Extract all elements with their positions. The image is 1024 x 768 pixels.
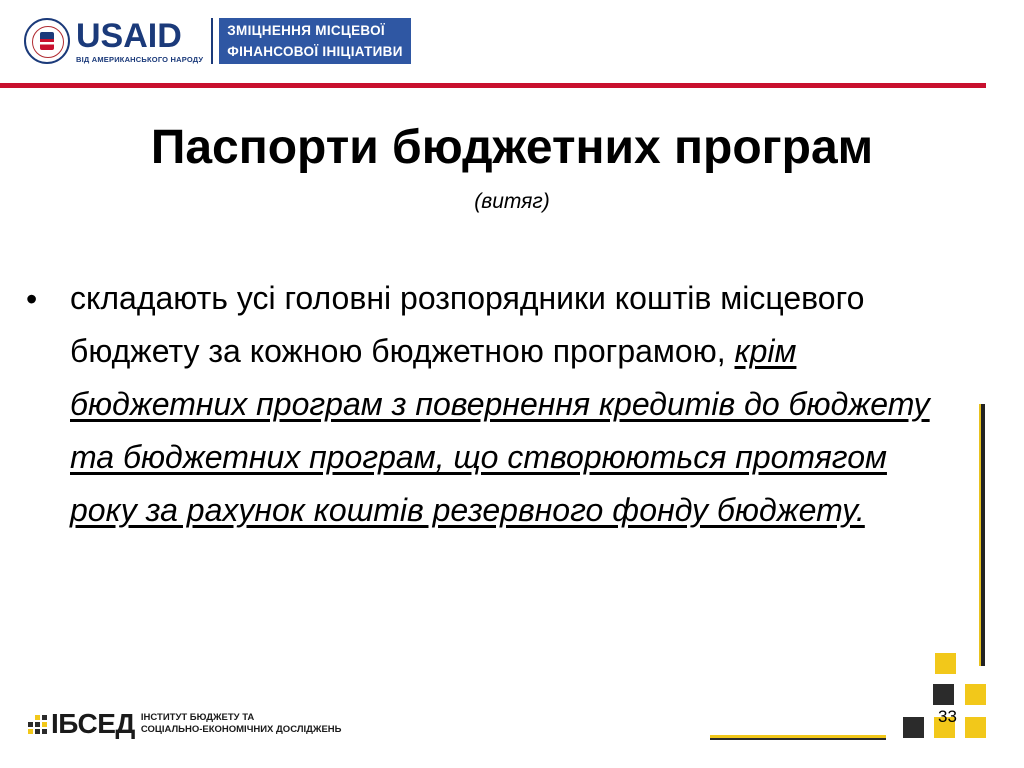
decor-square-dark-1 xyxy=(933,684,954,705)
usaid-logo xyxy=(76,16,204,64)
page-number: 33 xyxy=(938,707,957,726)
header-red-rule xyxy=(0,83,986,88)
slide-title: Паспорти бюджетних програм xyxy=(150,121,874,174)
bullet-emphasis-text: крім бюджетних програм з повернення кредитів до бюджету та бюджетних програм, що створюються протягом року за рахунок коштів резервного фонду бюджету. xyxy=(70,333,930,528)
bullet-marker: • xyxy=(26,281,38,317)
ibsed-acronym: ІБСЕД xyxy=(51,708,135,739)
usaid-seal-icon xyxy=(24,18,70,64)
footer-org-logo xyxy=(28,706,342,742)
ibsed-name-line-2: СОЦІАЛЬНО-ЕКОНОМІЧНИХ ДОСЛІДЖЕНЬ xyxy=(140,724,342,735)
logo-divider xyxy=(211,18,213,64)
bullet-plain-text: складають усі головні розпорядники коштів місцевого бюджету за кожною бюджетною програмою, xyxy=(70,280,865,369)
usaid-wordmark: USAID xyxy=(76,16,182,55)
decor-bottom-line-dark xyxy=(710,738,886,740)
decor-square-yellow-2 xyxy=(965,684,986,705)
initiative-line-2: ФІНАНСОВОЇ ІНІЦІАТИВИ xyxy=(227,44,403,59)
ibsed-full-name xyxy=(141,712,342,736)
initiative-line-1: ЗМІЦНЕННЯ МІСЦЕВОЇ xyxy=(227,23,385,38)
ibsed-name-line-1: ІНСТИТУТ БЮДЖЕТУ ТА xyxy=(140,712,255,723)
decor-square-yellow-4 xyxy=(965,717,986,738)
initiative-logo xyxy=(219,18,410,64)
decor-vertical-line xyxy=(979,404,985,666)
decor-square-yellow-1 xyxy=(935,653,956,674)
bullet-text xyxy=(70,272,950,537)
slide-subtitle: (витяг) xyxy=(474,190,550,213)
usaid-tagline: ВІД АМЕРИКАНСЬКОГО НАРОДУ xyxy=(76,54,204,64)
ibsed-dots-icon xyxy=(28,715,47,734)
header-logos xyxy=(24,14,411,68)
decor-square-dark-2 xyxy=(903,717,924,738)
